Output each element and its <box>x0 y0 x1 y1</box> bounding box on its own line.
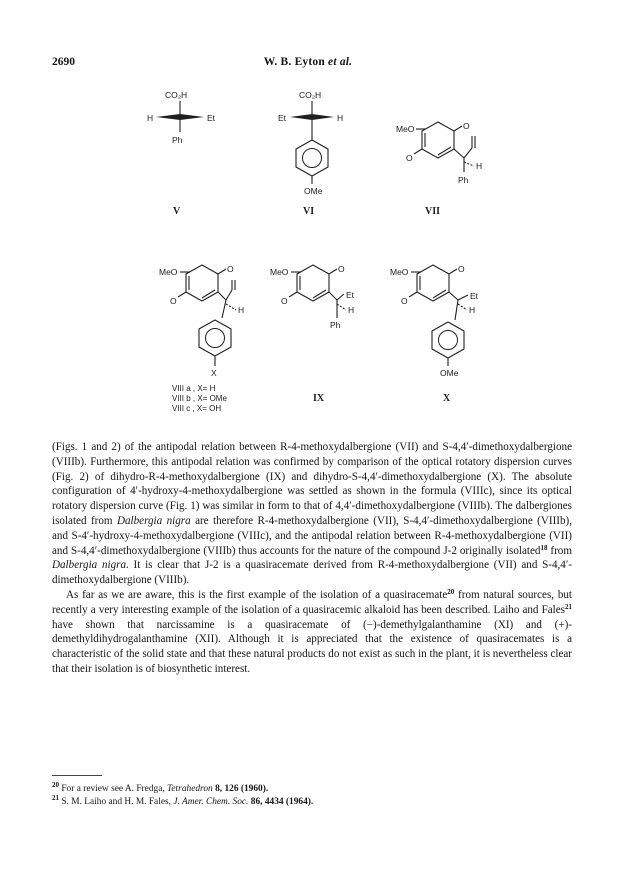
page-number: 2690 <box>52 56 75 68</box>
VIII-meo: MeO <box>159 267 178 277</box>
footnote-20-text-a: For a review see A. Fredga, <box>59 784 168 794</box>
X-o2: O <box>401 296 408 306</box>
footnote-21-text-a: S. M. Laiho and H. M. Fales, <box>59 797 174 807</box>
p2-footnote-ref-20: 20 <box>447 587 455 596</box>
VI-cooh: CO₂H <box>299 90 322 100</box>
VIII-label-a: VIII a , X= H <box>172 384 216 393</box>
V-h: H <box>147 113 154 123</box>
VII-ph: Ph <box>458 175 469 185</box>
IX-et: Et <box>346 290 355 300</box>
IX-h: H <box>348 305 355 315</box>
VIII-h: H <box>238 305 245 315</box>
p1-text-c: from <box>547 544 572 557</box>
structure-X <box>390 264 479 404</box>
VIII-x: X <box>211 368 217 378</box>
structure-VI <box>278 90 343 217</box>
footnote-20 <box>52 783 572 796</box>
X-h: H <box>469 305 476 315</box>
VIII-o1: O <box>227 264 234 274</box>
p2-footnote-ref-21: 21 <box>565 602 572 611</box>
p1-text-b: are therefore R-4-methoxydalbergione (VII), S-4,4′-dimethoxydalbergione (VIIIb), and S-4′-hydroxy-4-methoxydalbergione (VIIIc), and the antipodal relation between R-4-methoxydalbergione (VII) and S-4,4′-dimethoxydalbergione (VIIIb) thus accounts for the nature of the compound J-2 originally isolated <box>52 514 572 557</box>
footnote-21 <box>52 796 572 809</box>
footnote-20-text-b: 8, 126 (1960). <box>212 784 269 794</box>
footnote-rule <box>52 775 102 776</box>
p2-text-c: have shown that narcissamine is a quasiracemate of (−)-demethylgalanthamine (XI) and (+)-demethyldihydrogalanthamine (XII). Although it is appreciated that the existence of quasiracemates is a characteristic of the solid state and that these natural products do not exist as such in the plant, it is nevertheless clear that their isolation is of biosynthetic interest. <box>52 618 572 675</box>
VIII-o2: O <box>170 296 177 306</box>
X-meo: MeO <box>390 267 409 277</box>
p2-text-a: As far as we are aware, this is the first example of the isolation of a quasiracemate <box>66 588 448 601</box>
p2-text-b: from natural sources, but recently a very interesting example of the isolation of a quasiracemic alkaloid has been described. Laiho and Fales <box>52 588 573 616</box>
footnote-20-journal: Tetrahedron <box>167 784 213 794</box>
footnote-21-number: 21 <box>52 794 59 802</box>
V-ph: Ph <box>172 135 183 145</box>
VII-h: H <box>476 161 483 171</box>
VIII-label-c: VIII c , X= OH <box>172 404 222 413</box>
footnote-21-text-b: 86, 4434 (1964). <box>248 797 314 807</box>
IX-o2: O <box>281 296 288 306</box>
structure-VII <box>396 121 482 217</box>
VI-label: VI <box>303 206 315 217</box>
VI-et: Et <box>278 113 287 123</box>
X-et: Et <box>470 291 479 301</box>
structure-IX <box>270 264 355 404</box>
IX-label: IX <box>313 393 325 404</box>
body-text <box>52 440 572 677</box>
V-cooh: CO₂H <box>165 90 188 100</box>
structure-V <box>147 90 216 217</box>
X-label: X <box>443 393 451 404</box>
V-label: V <box>173 206 181 217</box>
V-et: Et <box>207 113 216 123</box>
VII-o2: O <box>406 153 413 163</box>
X-ome: OMe <box>440 368 459 378</box>
p1-text-d: . It is clear that J-2 is a quasiracemate derived from R-4-methoxydalbergione (VII) and S-4,4′-dimethoxydalbergione (VIIIb). <box>52 559 572 587</box>
VI-ome: OMe <box>304 186 323 196</box>
X-o1: O <box>458 264 465 274</box>
p1-species-2: Dalbergia nigra <box>52 559 126 572</box>
IX-ph: Ph <box>330 320 341 330</box>
VI-h: H <box>337 113 344 123</box>
p1-species-1: Dalbergia nigra <box>116 514 191 527</box>
running-head-etal: et al. <box>328 56 353 68</box>
footnote-21-journal: J. Amer. Chem. Soc. <box>173 797 249 807</box>
VIII-label-b: VIII b , X= OMe <box>172 394 227 403</box>
VII-label: VII <box>425 206 441 217</box>
paragraph-1 <box>52 440 572 588</box>
structure-VIII <box>159 264 244 413</box>
IX-meo: MeO <box>270 267 289 277</box>
p1-text-a: (Figs. 1 and 2) of the antipodal relation between R-4-methoxydalbergione (VII) and S-4,4′-dimethoxydalbergione (VIIIb). Furthermore, this antipodal relation was confirmed by comparison of the optical rotatory dispersion curves (Fig. 2) of dihydro-R-4-methoxydalbergione (IX) and dihydro-S-4,4′-dimethoxydalbergione (X). The absolute configuration of 4′-hydroxy-4-methoxydalbergione was settled as shown in the formula (VIIIc), since its optical rotatory dispersion curve (Fig. 1) was similar in form to that of 4,4′-dimethoxydalbergione (VIIIb). The dalbergiones isolated from <box>52 441 572 527</box>
p1-footnote-ref-18: 18 <box>540 543 548 552</box>
footnote-20-number: 20 <box>52 781 59 789</box>
paragraph-2 <box>52 588 572 677</box>
footnotes <box>52 783 572 809</box>
VII-meo: MeO <box>396 124 415 134</box>
VII-o1: O <box>463 121 470 131</box>
IX-o1: O <box>338 264 345 274</box>
chemical-structures-figure <box>0 0 624 440</box>
running-head-authors: W. B. Eyton <box>263 56 325 68</box>
